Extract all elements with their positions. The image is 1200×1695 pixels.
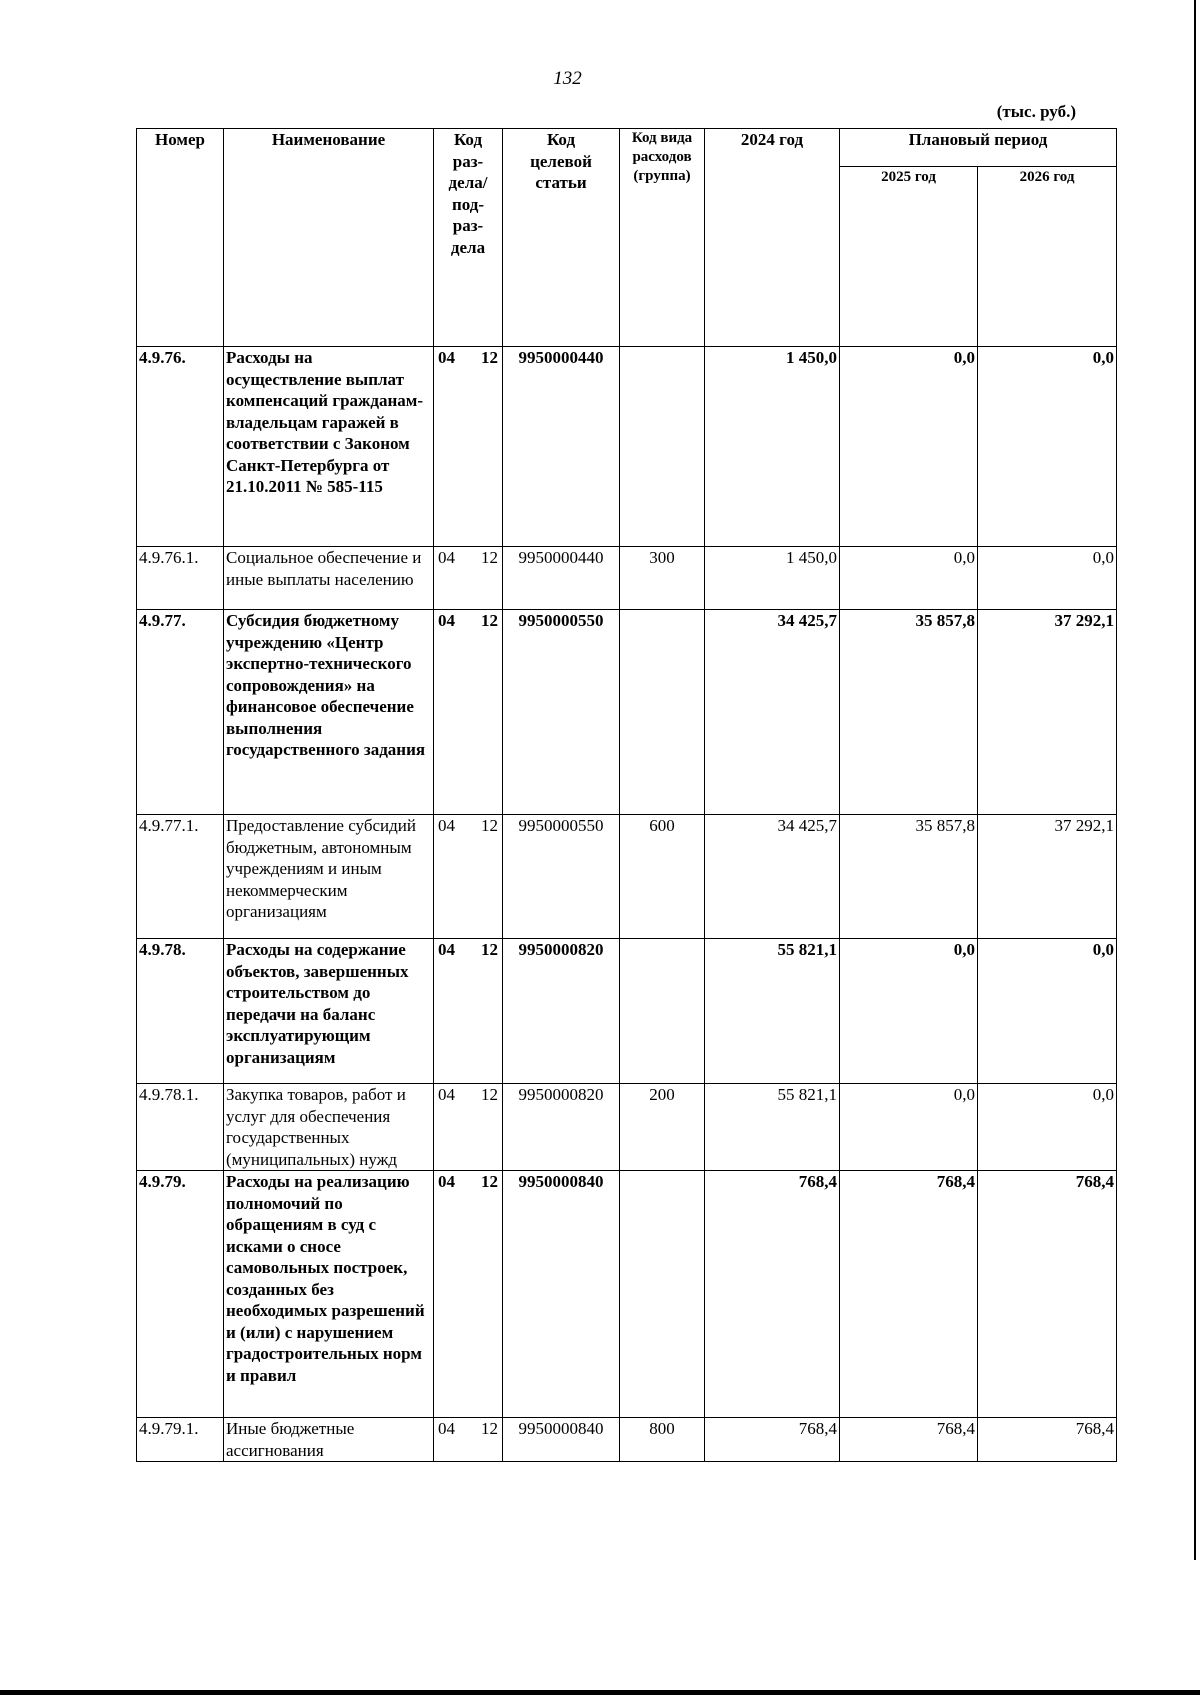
row-expense-group: 600 bbox=[620, 815, 705, 939]
header-name: Наименование bbox=[224, 129, 434, 347]
row-amount-2024: 34 425,7 bbox=[705, 815, 840, 939]
row-section: 04 bbox=[438, 348, 455, 367]
row-section: 04 bbox=[438, 816, 455, 835]
row-number: 4.9.76.1. bbox=[137, 547, 224, 610]
row-section-cell bbox=[434, 1418, 503, 1462]
row-amount-2024: 55 821,1 bbox=[705, 939, 840, 1084]
row-target-code: 9950000840 bbox=[503, 1418, 620, 1462]
row-target-code: 9950000550 bbox=[503, 610, 620, 815]
table-row bbox=[137, 547, 1117, 610]
row-number: 4.9.79.1. bbox=[137, 1418, 224, 1462]
row-target-code: 9950000820 bbox=[503, 939, 620, 1084]
row-name: Субсидия бюджетному учреждению «Центр экспертно-технического сопровождения» на финансовое обеспечение выполнения государственного задания bbox=[224, 610, 434, 815]
row-section: 04 bbox=[438, 1172, 455, 1191]
row-expense-group: 800 bbox=[620, 1418, 705, 1462]
row-amount-2024: 768,4 bbox=[705, 1171, 840, 1418]
row-expense-group bbox=[620, 610, 705, 815]
row-name: Закупка товаров, работ и услуг для обеспечения государственных (муниципальных) нужд bbox=[224, 1084, 434, 1171]
row-section-cell bbox=[434, 1084, 503, 1171]
row-target-code: 9950000550 bbox=[503, 815, 620, 939]
row-subsection: 12 bbox=[481, 940, 498, 959]
row-section-cell bbox=[434, 1171, 503, 1418]
row-subsection: 12 bbox=[481, 816, 498, 835]
row-target-code: 9950000440 bbox=[503, 547, 620, 610]
row-amount-2025: 35 857,8 bbox=[840, 610, 978, 815]
row-section: 04 bbox=[438, 1085, 455, 1104]
row-amount-2025: 0,0 bbox=[840, 347, 978, 547]
row-amount-2025: 0,0 bbox=[840, 939, 978, 1084]
row-amount-2025: 768,4 bbox=[840, 1418, 978, 1462]
row-number: 4.9.77. bbox=[137, 610, 224, 815]
table-row bbox=[137, 610, 1117, 815]
table-row bbox=[137, 815, 1117, 939]
row-expense-group bbox=[620, 939, 705, 1084]
table-row bbox=[137, 939, 1117, 1084]
row-target-code: 9950000840 bbox=[503, 1171, 620, 1418]
row-subsection: 12 bbox=[481, 348, 498, 367]
row-amount-2024: 768,4 bbox=[705, 1418, 840, 1462]
row-number: 4.9.79. bbox=[137, 1171, 224, 1418]
header-target-code bbox=[503, 129, 620, 347]
header-expense-type-code: Код вида расходов (группа) bbox=[620, 129, 705, 347]
row-section-cell bbox=[434, 610, 503, 815]
row-subsection: 12 bbox=[481, 1419, 498, 1438]
row-section: 04 bbox=[438, 1419, 455, 1438]
units-label: (тыс. руб.) bbox=[996, 102, 1076, 121]
row-section-cell bbox=[434, 815, 503, 939]
row-amount-2026: 768,4 bbox=[978, 1418, 1117, 1462]
row-section: 04 bbox=[438, 611, 455, 630]
header-year-2026: 2026 год bbox=[978, 167, 1117, 347]
table-body bbox=[137, 347, 1117, 1462]
row-amount-2026: 0,0 bbox=[978, 547, 1117, 610]
row-amount-2025: 0,0 bbox=[840, 547, 978, 610]
row-target-code: 9950000820 bbox=[503, 1084, 620, 1171]
table-row bbox=[137, 347, 1117, 547]
row-subsection: 12 bbox=[481, 1085, 498, 1104]
page-bottom-line bbox=[0, 1690, 1200, 1695]
row-number: 4.9.78.1. bbox=[137, 1084, 224, 1171]
row-amount-2026: 0,0 bbox=[978, 939, 1117, 1084]
row-number: 4.9.77.1. bbox=[137, 815, 224, 939]
row-section: 04 bbox=[438, 940, 455, 959]
row-name: Социальное обеспечение и иные выплаты населению bbox=[224, 547, 434, 610]
page-edge-line bbox=[1194, 0, 1196, 1560]
row-name: Расходы на реализацию полномочий по обращениям в суд с исками о сносе самовольных построек, созданных без необходимых разрешений и (или) с нарушением градостроительных норм и правил bbox=[224, 1171, 434, 1418]
row-number: 4.9.76. bbox=[137, 347, 224, 547]
header-row bbox=[137, 129, 1117, 167]
row-expense-group bbox=[620, 347, 705, 547]
row-amount-2025: 768,4 bbox=[840, 1171, 978, 1418]
row-amount-2025: 35 857,8 bbox=[840, 815, 978, 939]
row-amount-2026: 37 292,1 bbox=[978, 815, 1117, 939]
row-expense-group bbox=[620, 1171, 705, 1418]
row-expense-group: 300 bbox=[620, 547, 705, 610]
header-year-2024: 2024 год bbox=[705, 129, 840, 347]
row-target-code: 9950000440 bbox=[503, 347, 620, 547]
row-amount-2024: 1 450,0 bbox=[705, 547, 840, 610]
row-subsection: 12 bbox=[481, 611, 498, 630]
budget-table bbox=[136, 128, 1117, 1462]
row-subsection: 12 bbox=[481, 1172, 498, 1191]
page-number: 132 bbox=[553, 68, 582, 89]
row-amount-2026: 37 292,1 bbox=[978, 610, 1117, 815]
row-amount-2025: 0,0 bbox=[840, 1084, 978, 1171]
header-section-code bbox=[434, 129, 503, 347]
row-name: Расходы на осуществление выплат компенсаций гражданам-владельцам гаражей в соответствии с Законом Санкт-Петербурга от 21.10.2011 № 585-115 bbox=[224, 347, 434, 547]
row-amount-2026: 0,0 bbox=[978, 1084, 1117, 1171]
row-name: Расходы на содержание объектов, завершенных строительством до передачи на баланс эксплуатирующим организациям bbox=[224, 939, 434, 1084]
row-expense-group: 200 bbox=[620, 1084, 705, 1171]
row-name: Иные бюджетные ассигнования bbox=[224, 1418, 434, 1462]
row-number: 4.9.78. bbox=[137, 939, 224, 1084]
row-amount-2026: 768,4 bbox=[978, 1171, 1117, 1418]
row-section-cell bbox=[434, 939, 503, 1084]
table-row bbox=[137, 1418, 1117, 1462]
row-section-cell bbox=[434, 547, 503, 610]
table-row bbox=[137, 1171, 1117, 1418]
row-section-cell bbox=[434, 347, 503, 547]
header-target-code-text: Код целевой статьи bbox=[530, 130, 592, 192]
row-amount-2024: 1 450,0 bbox=[705, 347, 840, 547]
row-name: Предоставление субсидий бюджетным, автономным учреждениям и иным некоммерческим организациям bbox=[224, 815, 434, 939]
row-amount-2024: 34 425,7 bbox=[705, 610, 840, 815]
header-year-2025: 2025 год bbox=[840, 167, 978, 347]
row-section: 04 bbox=[438, 548, 455, 567]
row-amount-2026: 0,0 bbox=[978, 347, 1117, 547]
header-section-code-text: Код раз-дела/ под-раз-дела bbox=[448, 130, 488, 257]
header-number: Номер bbox=[137, 129, 224, 347]
table-row bbox=[137, 1084, 1117, 1171]
row-subsection: 12 bbox=[481, 548, 498, 567]
row-amount-2024: 55 821,1 bbox=[705, 1084, 840, 1171]
header-planned-period: Плановый период bbox=[840, 129, 1117, 167]
